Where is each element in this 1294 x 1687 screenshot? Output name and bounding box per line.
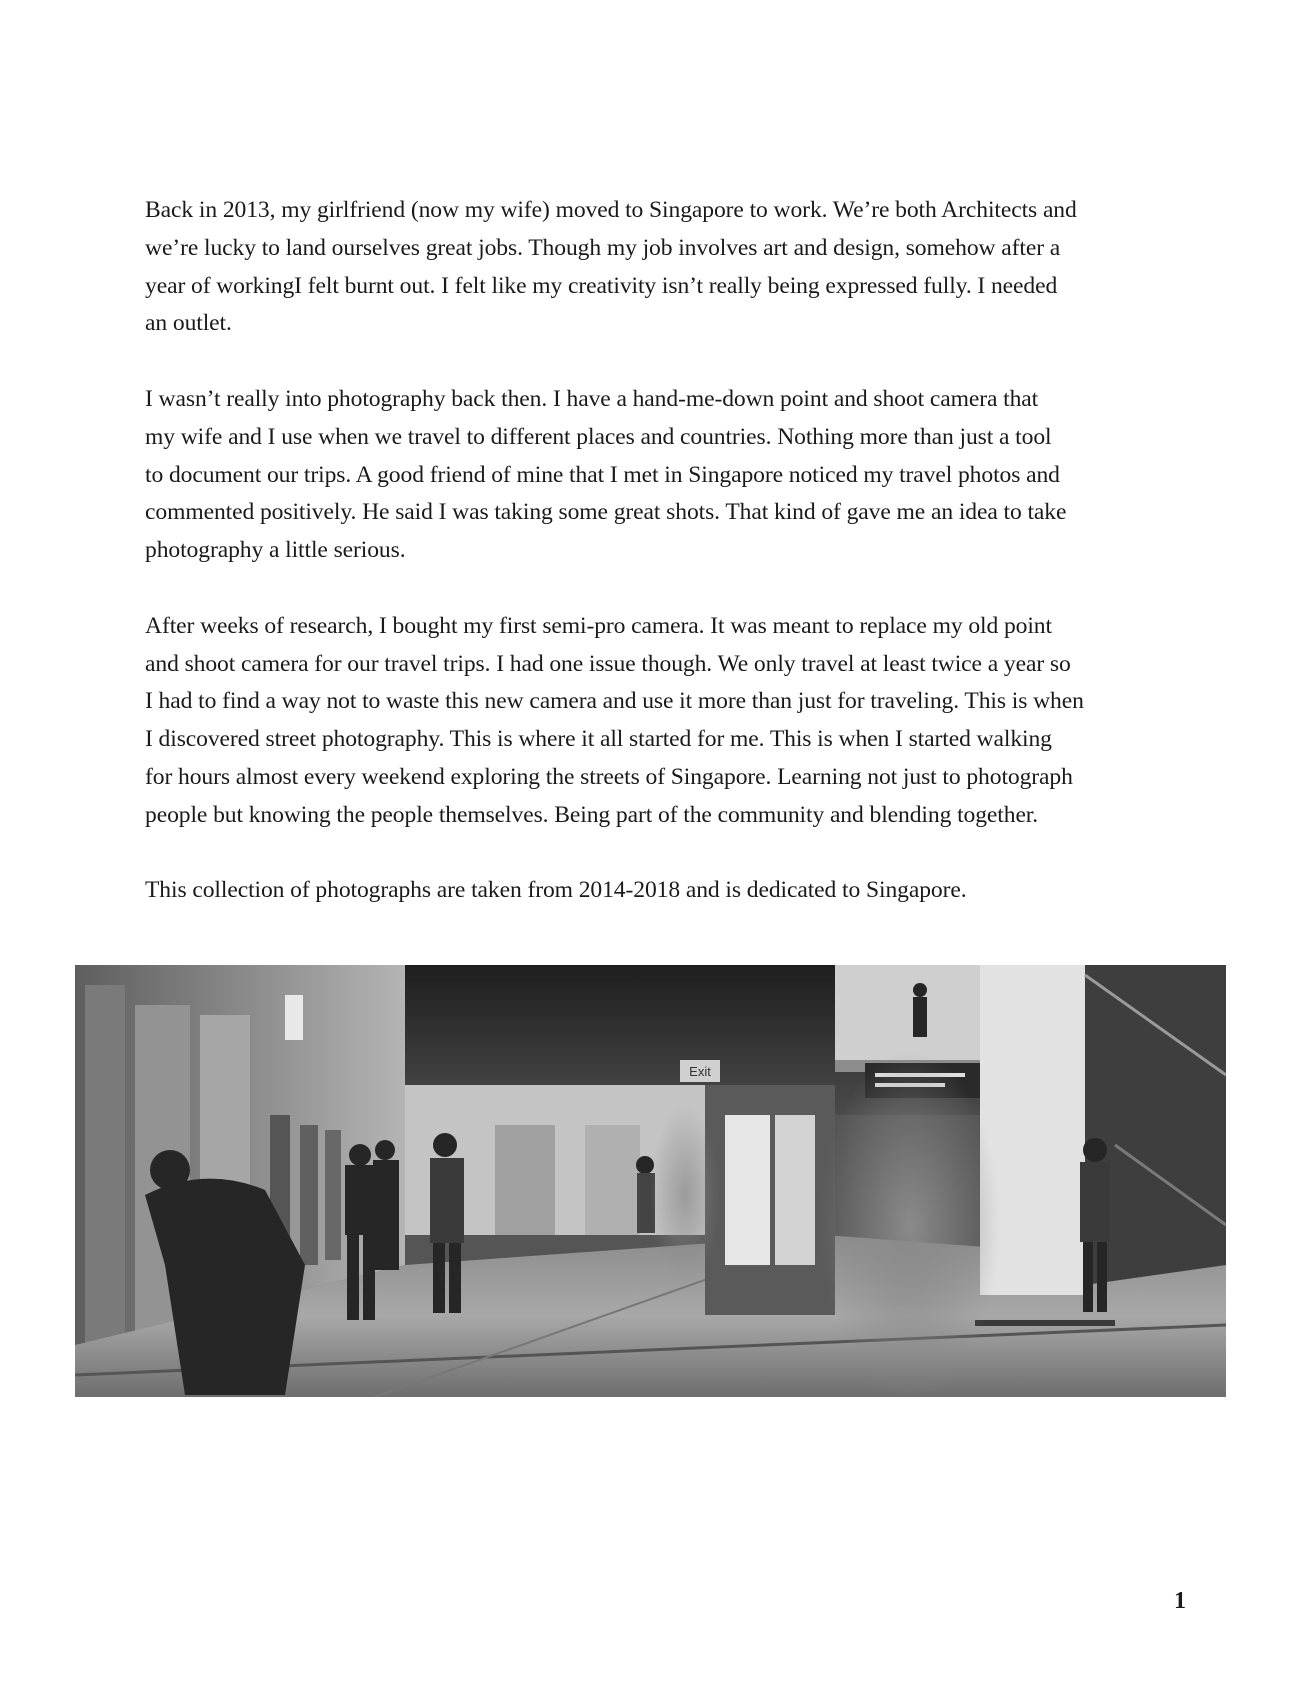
text-line: we’re lucky to land ourselves great jobs. Though my job involves art and design, somehow after a — [145, 234, 1061, 261]
ticket-machine — [325, 1130, 341, 1260]
kiosk-panel — [775, 1115, 815, 1265]
paragraph-3 — [145, 608, 1155, 835]
text-line: people but knowing the people themselves. Being part of the community and blending together. — [145, 801, 1039, 828]
person-head — [349, 1144, 371, 1166]
text-line: to document our trips. A good friend of mine that I met in Singapore noticed my travel photos and — [145, 461, 1060, 488]
paragraph-4 — [145, 872, 1155, 910]
person-leg — [1083, 1242, 1093, 1312]
text-line: I wasn’t really into photography back then. I have a hand-me-down point and shoot camera that — [145, 385, 1039, 412]
person-leg — [347, 1235, 359, 1320]
person-head — [433, 1133, 457, 1157]
person-leg — [433, 1243, 445, 1313]
paragraph-2 — [145, 381, 1155, 570]
text-line: an outlet. — [145, 310, 232, 337]
back-door — [585, 1125, 640, 1235]
kiosk-panel — [725, 1115, 770, 1265]
motion-blur-figure — [820, 1050, 1000, 1397]
person-body — [1080, 1162, 1110, 1242]
exit-sign-text: Exit — [689, 1064, 711, 1079]
person-body — [430, 1158, 464, 1243]
station-photo-illustration — [75, 965, 1226, 1397]
station-photo — [75, 965, 1226, 1397]
text-line: This collection of photographs are taken from 2014-2018 and is dedicated to Singapore. — [145, 877, 967, 904]
back-door — [495, 1125, 555, 1235]
page-number: 1 — [1174, 1588, 1186, 1614]
text-line: I discovered street photography. This is where it all started for me. This is when I started walking — [145, 726, 1052, 753]
text-line: After weeks of research, I bought my first semi-pro camera. It was meant to replace my old point — [145, 612, 1052, 639]
left-column — [85, 985, 125, 1345]
text-line: year of workingI felt burnt out. I felt like my creativity isn’t really being expressed fully. I needed — [145, 272, 1058, 299]
body-text — [145, 192, 1155, 948]
person-body — [345, 1165, 375, 1235]
paragraph-1 — [145, 192, 1155, 343]
text-line: my wife and I use when we travel to different places and countries. Nothing more than just a tool — [145, 423, 1052, 450]
person-head — [913, 983, 927, 997]
text-line: and shoot camera for our travel trips. I had one issue though. We only travel at least twice a year so — [145, 650, 1071, 677]
text-line: photography a little serious. — [145, 537, 406, 564]
wall-sign — [285, 995, 303, 1040]
tactile-strip — [975, 1320, 1115, 1326]
person-head — [1083, 1138, 1107, 1162]
person-body — [913, 997, 927, 1037]
person-leg — [449, 1243, 461, 1313]
person-head — [375, 1140, 395, 1160]
person-leg — [1097, 1242, 1107, 1312]
ticket-machine — [300, 1125, 318, 1265]
motion-blur-figure — [650, 1105, 720, 1285]
text-line: Back in 2013, my girlfriend (now my wife) moved to Singapore to work. We’re both Architects and — [145, 197, 1077, 223]
text-line: commented positively. He said I was taking some great shots. That kind of gave me an idea to take — [145, 499, 1067, 526]
person-body — [373, 1160, 399, 1270]
text-line: I had to find a way not to waste this new camera and use it more than just for traveling. This is when — [145, 688, 1084, 715]
text-line: for hours almost every weekend exploring the streets of Singapore. Learning not just to photograph — [145, 763, 1073, 790]
